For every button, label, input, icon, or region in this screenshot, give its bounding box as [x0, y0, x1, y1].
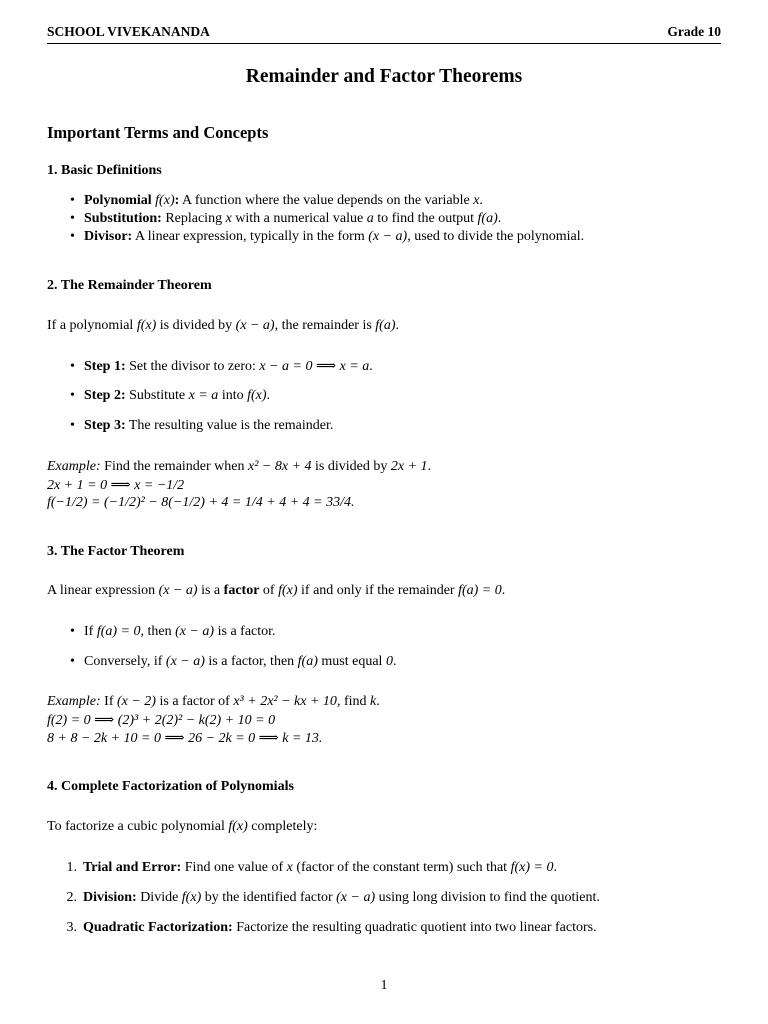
bullet-icon: •: [70, 418, 75, 433]
page-title: Remainder and Factor Theorems: [245, 66, 523, 87]
bullet-icon: •: [70, 388, 75, 403]
example-1-line-1: Example: Find the remainder when x² − 8x + 4 is divided by 2x + 1.: [47, 459, 432, 474]
factorization-step-1: 1. Trial and Error: Find one value of x (factor of the constant term) such that f(x) = 0.: [66, 860, 557, 875]
concepts-heading: Important Terms and Concepts: [47, 123, 269, 142]
example-2-line-2: f(2) = 0 ⟹ (2)³ + 2(2)² − k(2) + 10 = 0: [47, 713, 276, 728]
example-1-line-2: 2x + 1 = 0 ⟹ x = −1/2: [47, 478, 185, 493]
definition-substitution: • Substitution: Replacing x with a numerical value a to find the output f(a).: [70, 211, 502, 226]
bullet-icon: •: [70, 359, 75, 374]
factorization-step-2: 2. Division: Divide f(x) by the identified factor (x − a) using long division to find the quotient.: [66, 890, 600, 905]
document-page: [47, 0, 721, 1024]
grade-label: Grade 10: [667, 24, 721, 39]
section-1-heading: 1. Basic Definitions: [47, 163, 162, 178]
example-1-line-3: f(−1/2) = (−1/2)² − 8(−1/2) + 4 = 1/4 + 4 + 4 = 33/4.: [47, 495, 355, 510]
bullet-icon: •: [70, 211, 75, 226]
example-2-line-1: Example: If (x − 2) is a factor of x³ + 2x² − kx + 10, find k.: [47, 694, 380, 709]
remainder-theorem-statement: If a polynomial f(x) is divided by (x − a), the remainder is f(a).: [47, 318, 399, 333]
bullet-icon: •: [70, 229, 75, 244]
example-2-line-3: 8 + 8 − 2k + 10 = 0 ⟹ 26 − 2k = 0 ⟹ k = 13.: [47, 731, 323, 746]
factorization-step-3: 3. Quadratic Factorization: Factorize the resulting quadratic quotient into two linear factors.: [66, 920, 597, 935]
factor-point-1: • If f(a) = 0, then (x − a) is a factor.: [70, 624, 276, 639]
factor-point-2: • Conversely, if (x − a) is a factor, then f(a) must equal 0.: [70, 654, 397, 669]
factor-theorem-statement: A linear expression (x − a) is a factor of f(x) if and only if the remainder f(a) = 0.: [47, 583, 506, 598]
step-2: • Step 2: Substitute x = a into f(x).: [70, 388, 271, 403]
page-number: 1: [380, 978, 388, 993]
step-3: • Step 3: The resulting value is the remainder.: [70, 418, 334, 433]
bullet-icon: •: [70, 654, 75, 669]
section-4-heading: 4. Complete Factorization of Polynomials: [47, 779, 294, 794]
factorization-intro: To factorize a cubic polynomial f(x) completely:: [47, 819, 318, 834]
bullet-icon: •: [70, 624, 75, 639]
step-1: • Step 1: Set the divisor to zero: x − a = 0 ⟹ x = a.: [70, 359, 373, 374]
section-2-heading: 2. The Remainder Theorem: [47, 278, 212, 293]
definition-divisor: • Divisor: A linear expression, typically in the form (x − a), used to divide the polynomial.: [70, 229, 585, 244]
page-header: [47, 24, 721, 44]
school-name: SCHOOL VIVEKANANDA: [47, 24, 210, 39]
definition-polynomial: • Polynomial f(x): A function where the value depends on the variable x.: [70, 193, 483, 208]
bullet-icon: •: [70, 193, 75, 208]
section-3-heading: 3. The Factor Theorem: [47, 544, 185, 559]
